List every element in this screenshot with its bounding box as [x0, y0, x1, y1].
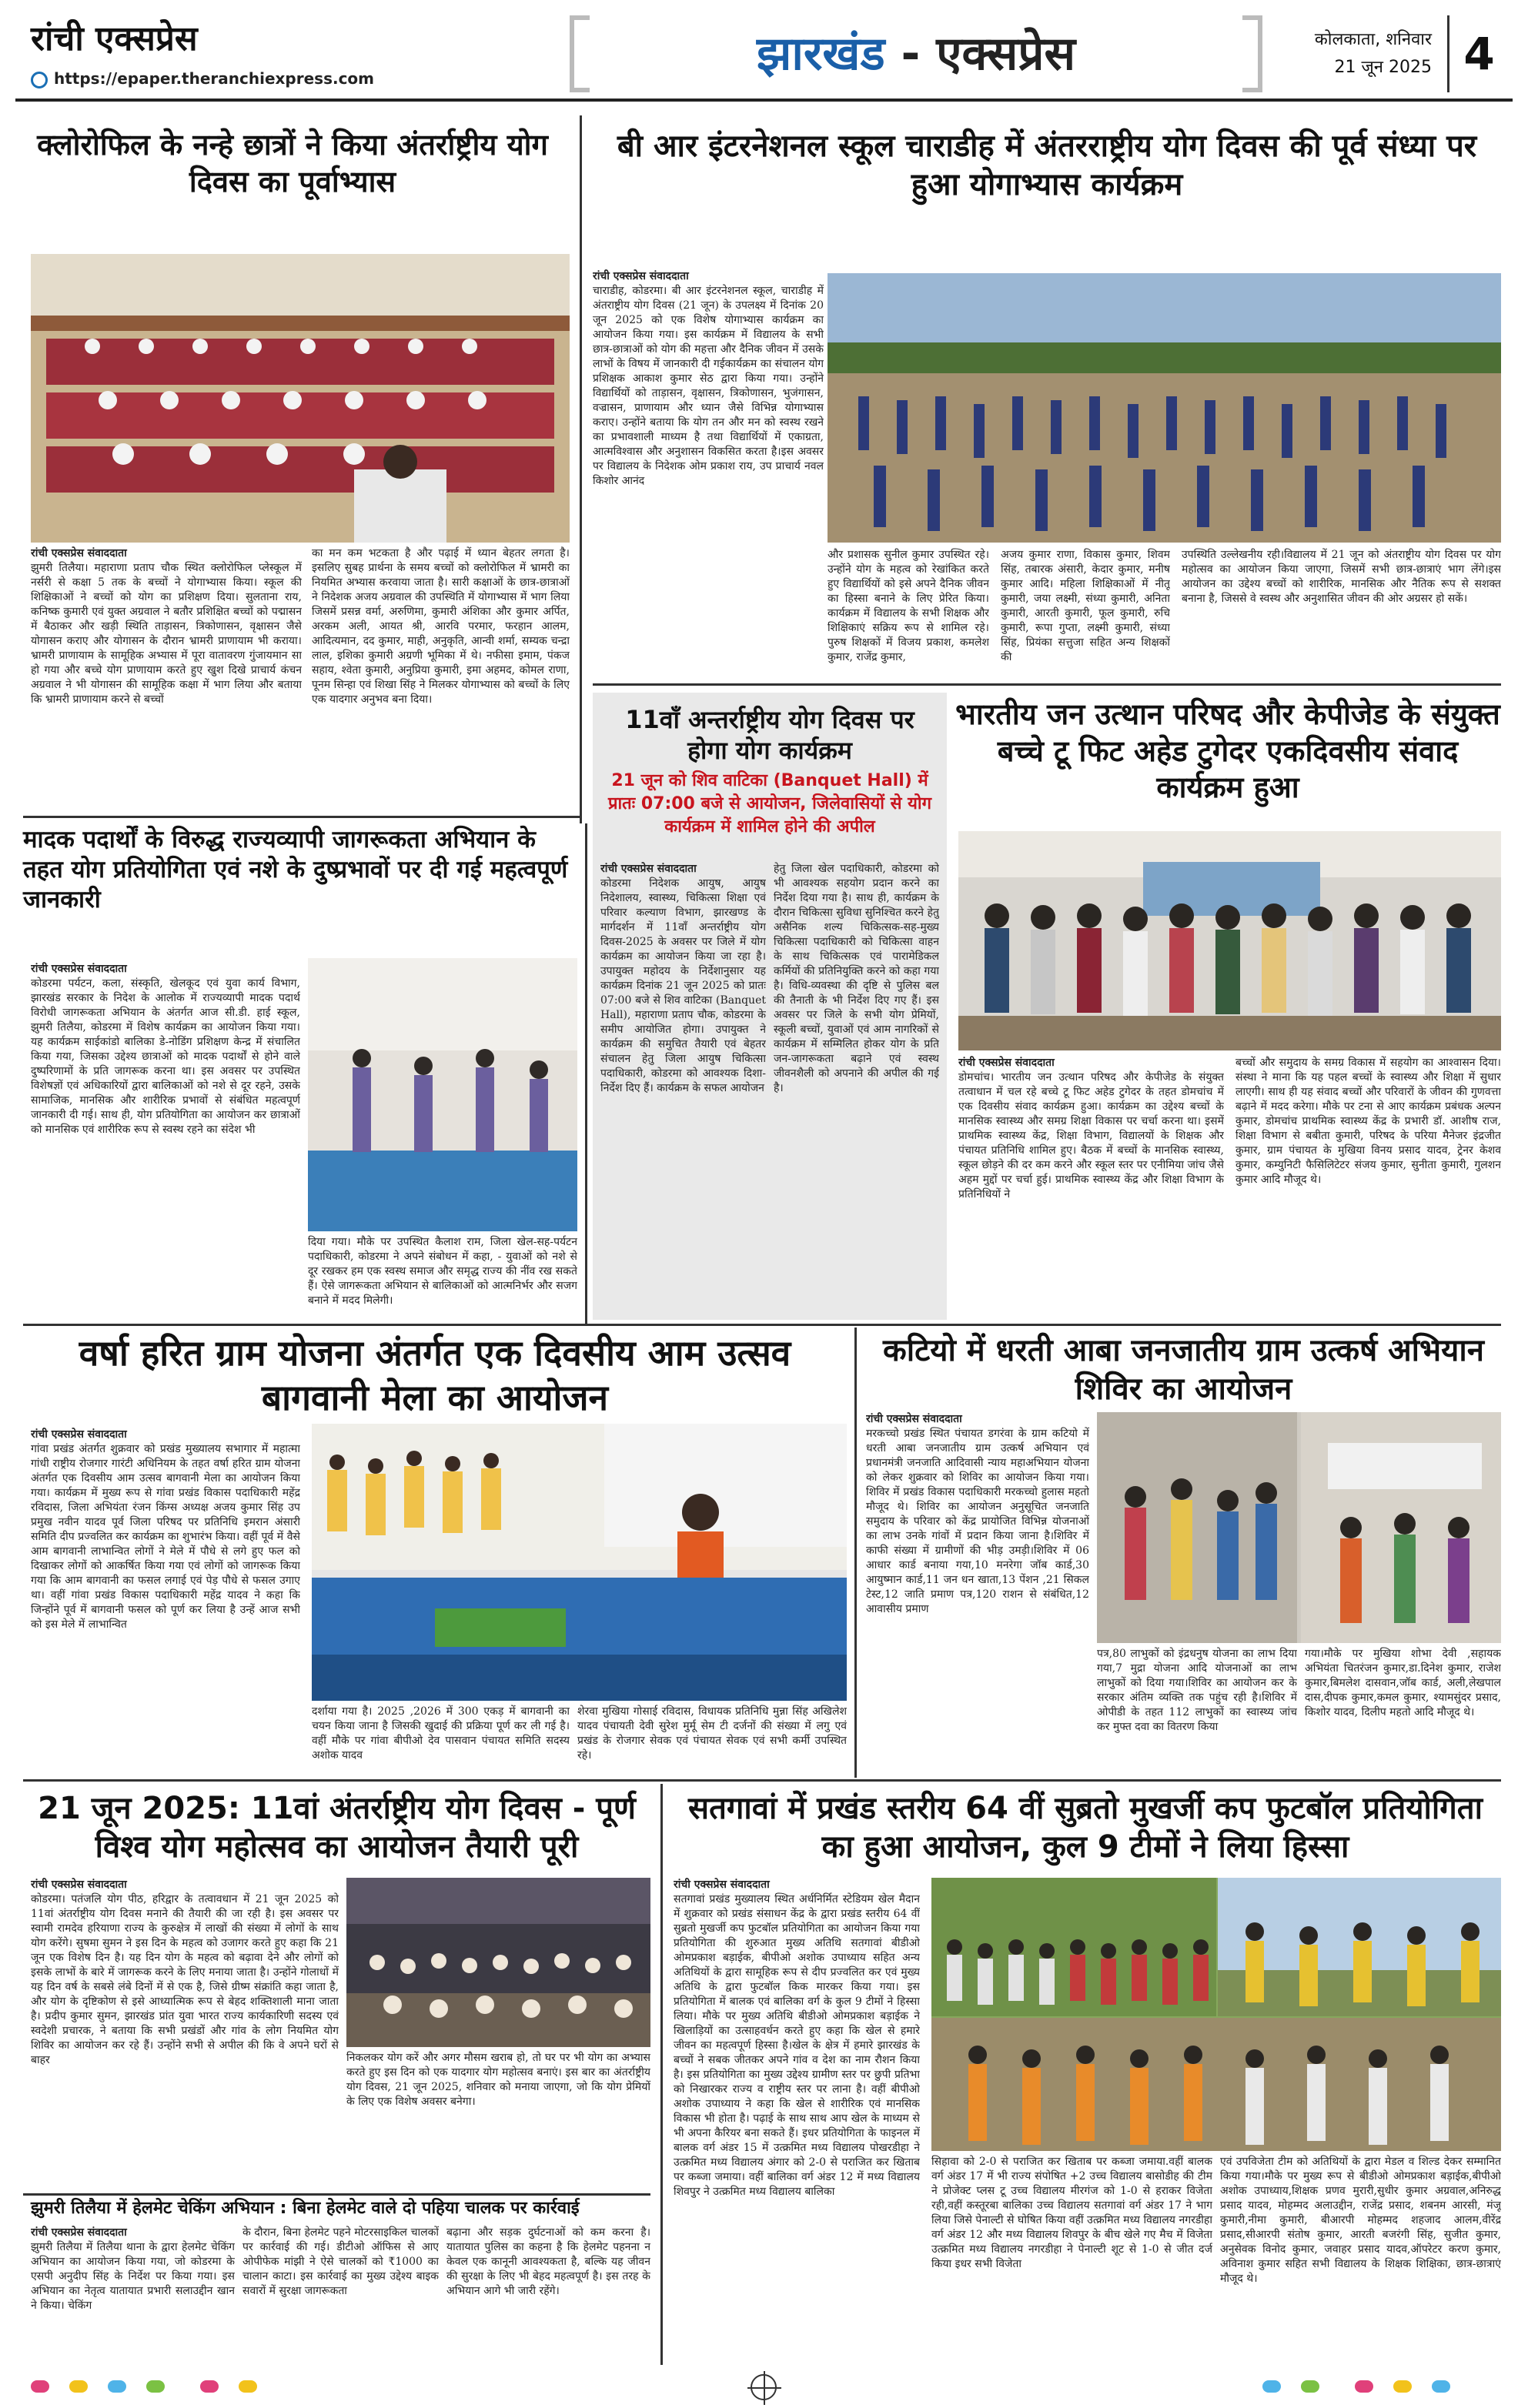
story-2-byline: रांची एक्सप्रेस संवाददाता [593, 270, 689, 282]
story-7-col-2 [1097, 1647, 1297, 1774]
story-7-byline: रांची एक्सप्रेस संवाददाता [866, 1413, 962, 1425]
story-3-body-2: हेतु जिला खेल पदाधिकारी, कोडरमा को भी आवश्यक सहयोग प्रदान करने का निर्देश दिया गया है। साथ ही, कार्यक्रम के दौरान चिकित्सा सुविधा सुनिश्चित करने हेतु असैनिक शल्य चिकित्सक-सह-मुख्य चिकित्सा पदाधिकारी को चिकित्सा वाहन के साथ चिकित्सक एवं पारामेडिकल कर्मियों की प्रतिनियुक्ति करने को कहा गया है। विधि-व्यवस्था की दृष्टि से पुलिस बल की तैनाती के भी निर्देश दिए गए हैं। इस अवसर पर जिले के सभी योग प्रेमियों, स्कूली बच्चों, युवाओं एवं आम नागरिकों से कार्यक्रम में सम्मिलित होकर योग के प्रति जन-जागरूकता बढ़ाने एवं स्वस्थ जीवनशैली को अपनाने की अपील की गई है। [774, 863, 939, 1094]
story-5-body-2: दिया गया। मौके पर उपस्थित कैलाश राम, जिला खेल-सह-पर्यटन पदाधिकारी, कोडरमा ने अपने संबोधन में कहा, - युवाओं को नशे से दूर रखकर हम एक स्वस्थ समाज और समृद्ध राज्य की नींव रख सकते हैं। ऐसे जागरूकता अभियान से बालिकाओं को आत्मनिर्भर और सजग बनाने में मदद मिलेगी। [308, 1236, 577, 1307]
story-4-photo [958, 831, 1501, 1050]
story-4-col-2 [1235, 1056, 1501, 1310]
story-7-col-3 [1305, 1647, 1501, 1774]
masthead [0, 0, 1528, 100]
section-title-left: झारखंड [756, 27, 885, 81]
globe-icon [31, 72, 48, 89]
row-rule-1 [593, 683, 1501, 686]
color-bar-dot [1393, 2380, 1412, 2393]
story-1-photo [31, 254, 570, 543]
section-title [570, 15, 1262, 92]
story-2-col-3 [1001, 548, 1170, 679]
story-9-body-3: बढ़ाना और सड़क दुर्घटनाओं को कम करना है। यातायात पुलिस का कहना है कि हेलमेट पहनना न केवल एक कानूनी आवश्यकता है, बल्कि यह जीवन की सुरक्षा के लिए भी बेहद महत्वपूर्ण है। इस तरह के अभियान आगे भी जारी रहेंगे। [446, 2226, 650, 2297]
epaper-url-text: https://epaper.theranchiexpress.com [54, 69, 375, 88]
story-1-body-1: झुमरी तिलैया। महाराणा प्रताप चौक स्थित क्लोरोफिल प्लेस्कूल में नर्सरी से कक्षा 5 तक के बच्चों ने योगाभ्यास किया। स्कूल की शिक्षिकाओं ने बच्चों को योग का प्रशिक्षण दिया। सुलताना राय, कनिष्क कुमारी एवं युक्त अग्रवाल ने बतौर प्रशिक्षित बच्चों को पद्मासन में बैठाकर और खड़ी स्थिति ताड़ासन, त्रिकोणासन, वृक्षासन जैसे योगासन कराए और योगासन के दौरान भ्रामरी प्राणायाम भी कराया। भ्रामरी प्राणायाम के सामूहिक अभ्यास में पूरा वातावरण गुंजायमान सा हो गया और बच्चे योग प्राणायाम करते हुए खुश दिखे प्राचार्य कंचन अग्रवाल ने भी योगासन की सामूहिक कक्षा में भाग लिया और बताया कि भ्रामरी प्राणायाम करने से बच्चों [31, 562, 302, 706]
story-6-body-2: दर्शाया गया है। 2025 ,2026 में 300 एकड़ में बागवानी का चयन किया जाना है जिसकी खुदाई की प्रक्रिया पूर्ण कर ली गई है। वहीं मौके पर गांवा बीपीओ देव पासवान पंचायत समिति सदस्य अशोक यादव [312, 1705, 570, 1762]
story-8-headline: 21 जून 2025: 11वां अंतर्राष्ट्रीय योग दिवस - पूर्ण विश्व योग महोत्सव का आयोजन तैयारी पूरी [38, 1791, 636, 1865]
story-2-headline: बी आर इंटरनेशनल स्कूल चाराडीह में अंतरराष्ट्रीय योग दिवस की पूर्व संध्या पर हुआ योगाभ्यास कार्यक्रम [617, 129, 1477, 202]
column-rule-3 [854, 1328, 857, 1778]
story-10-photo [931, 1878, 1501, 2151]
masthead-rule [15, 99, 1513, 102]
newspaper-logo: रांची एक्सप्रेस [31, 19, 198, 58]
story-10-col-1 [674, 1878, 920, 2363]
story-4-body-2: बच्चों और समुदाय के समग्र विकास में सहयोग का आश्वासन दिया। संस्था ने माना कि यह पहल बच्चों के स्वास्थ्य और शिक्षा में सुधार लाएगी। साथ ही यह संवाद बच्चों और परिवारों के जीवन की गुणवत्ता बढ़ाने में मदद करेगा। मौके पर टना से आए कार्यक्रम प्रबंधक अल्पन कुमार, डोमचांच प्राथमिक स्वास्थ्य केंद्र के प्रभारी डॉ. आशीष राज, शिक्षा विभाग से बबीता कुमारी, परिषद के परिया मैनेजर इंद्रजीत कुमार, ग्राम पंचायत के मुखिया विनय प्रसाद यादव, ट्रेनर केशव कुमार, कम्युनिटी फैसिलिटेटर संजय कुमार, सुनीता कुमारी, गुलशन कुमार आदि मौजूद थे। [1235, 1057, 1501, 1186]
story-1-col-1 [31, 546, 302, 808]
story-3-col-2 [774, 862, 939, 1308]
color-bar-dot [108, 2380, 126, 2393]
story-5-col-2 [308, 1235, 577, 1312]
story-1-body-2: का मन कम भटकता है और पढ़ाई में ध्यान बेहतर लगता है। इसलिए सुबह प्रार्थना के समय बच्चों को क्लोरोफिल में भ्रामरी का नियमित अभ्यास करवाया जाता है। सारी कक्षाओं के छात्र-छात्राओं ने निदेशक अजय अग्रवाल की उपस्थिति में योगाभ्यास में भाग लिया जिसमें प्रसन्न वर्मा, अरुणिमा, कुमारी अंशिका और कुमार अर्पित, अरकम अली, आयत श्री, आरवि परमार, फरहान आलम, आदित्यमान, दद कुमार, माही, अनुकृति, आन्वी शर्मा, सम्यक चन्द्रा लाल, इशिका कुमारी अग्रणी भूमिका में थे। नफीसा इमाम, पंकज सहाय, श्वेता कुमारी, अनुप्रिया कुमारी, इमा अहमद, कोमल राणा, पूनम सिन्हा एवं शिखा सिंह ने मिलकर योगाभ्यास को बच्चों के लिए एक यादगार अनुभव बना दिया। [312, 547, 570, 706]
story-2-body-2: और प्रशासक सुनील कुमार उपस्थित रहे। उन्होंने योग के महत्व को रेखांकित करते हुए विद्यार्थियों को इसे अपने दैनिक जीवन का हिस्सा बनाने के लिए प्रेरित किया।कार्यक्रम में विद्यालय के सभी शिक्षक और शिक्षिकाएं सक्रिय रूप से शामिल रहे। पुरुष शिक्षकों में विजय प्रकाश, कमलेश कुमार, राजेंद्र कुमार, [828, 549, 989, 663]
story-2-body-4: उपस्थिति उल्लेखनीय रही।विद्यालय में 21 जून को अंतराष्ट्रीय योग दिवस पर योग महोत्सव का आयोजन किया जाएगा, जिसमें सभी छात्र-छात्राएं भाग लेंगे।इस आयोजन का उद्देश्य बच्चों को शारीरिक, मानसिक और नैतिक रूप से सशक्त बनाना है, जिससे वे स्वस्थ और अनुशासित जीवन की ओर अग्रसर हो सकें। [1182, 549, 1501, 605]
issue-date: 21 जून 2025 [1334, 58, 1432, 77]
section-title-right: एक्सप्रेस [936, 27, 1076, 81]
story-8-col-2 [346, 2051, 650, 2136]
color-bar-dot [200, 2380, 219, 2393]
epaper-url[interactable] [31, 69, 374, 89]
story-7-body-2: पत्र,80 लाभुकों को इंद्रधनुष योजना का लाभ दिया गया,7 मुद्रा योजना आदि योजनाओं का लाभ लाभुकों को दिया गया।शिविर का आयोजन कर के सरकार अंतिम व्यक्ति तक पहुंच रही है।शिविर में ओपीडी के तहत 112 लाभुकों का स्वास्थ्य जांच कर मुफ्त दवा का वितरण किया [1097, 1648, 1297, 1733]
page-number: 4 [1447, 15, 1509, 92]
story-7-photo [1097, 1412, 1501, 1643]
story-3-col-1 [600, 862, 766, 1308]
color-bar-dot [239, 2380, 257, 2393]
section-banner [570, 15, 1262, 92]
story-10-body-1: सतगावां प्रखंड मुख्यालय स्थित अर्धनिर्मित स्टेडियम खेल मैदान में शुक्रवार को प्रखंड संसाधन केंद्र के द्वारा प्रखंड स्तरीय 64 वीं सुब्रतो मुखर्जी कप फुटबॉल प्रतियोगिता का आयोजन किया गया प्रतियोगिता की शुरुआत मुख्य अतिथि सतगावां बीडीओ ओमप्रकाश बड़ाईक, बीपीओ अशोक उपाध्याय सहित अन्य अतिथियों के द्वारा सामूहिक रूप से दीप प्रज्वलित कर एवं मुख्य अतिथि के द्वारा फुटबॉल किक मारकर किया गया। इस प्रतियोगिता में बालक एवं बालिका वर्ग के कुल 9 टीमों ने हिस्सा लिया। मौके पर मुख्य अतिथि बीडीओ ओमप्रकाश बड़ाईक ने खिलाड़ियों का उत्साहवर्धन करते हुए कहा कि खेल से हमारे जीवन का महत्वपूर्ण हिस्सा है।खेल के क्षेत्र में हमारे झारखंड के बच्चों ने सबक जीतकर अपने गांव व देश का नाम रौशन किया है। इस प्रतियोगिता का मुख्य उद्देश्य ग्रामीण स्तर पर छुपी प्रतिभा को निखारकर राज्य व राष्ट्रीय स्तर पर लाना है। वहीं बीपीओ अशोक उपाध्याय ने कहा कि खेल से शारीरिक एवं मानसिक विकास भी होता है। पढ़ाई के साथ साथ आप खेल के माध्यम से भी अपना कैरियर बना सकते हैं। इधर प्रतियोगिता के फाइनल में बालक वर्ग अंडर 15 में उत्क्रमित मध्य विद्यालय पोखरडीहा ने उत्क्रमित मध्य विद्यालय अंगार को 2-0 से पराजित कर खिताब पर कब्जा जमाया। वहीं बालिका वर्ग अंडर 12 में मध्य विद्यालय शिवपुर ने उत्क्रमित मध्य विद्यालय बालिका [674, 1893, 920, 2198]
row-rule-5 [23, 2193, 650, 2196]
section-title-sep: - [884, 27, 937, 81]
story-4-col-1 [958, 1056, 1224, 1310]
column-rule-4 [660, 1784, 663, 2365]
story-10-headline: सतगावां में प्रखंड स्तरीय 64 वीं सुब्रतो मुखर्जी कप फुटबॉल प्रतियोगिता का हुआ आयोजन, कुल 9 टीमों ने लिया हिस्सा [688, 1791, 1483, 1865]
story-7-body-1: मरकच्चो प्रखंड स्थित पंचायत डगरंवा के ग्राम कटियो में धरती आबा जनजातीय ग्राम उत्कर्ष अभियान एवं प्रधानमंत्री जनजाति आदिवासी न्याय महाअभियान योजना को लेकर शुक्रवार को शिविर का आयोजन किया गया। शिविर में प्रखंड विकास पदाधिकारी मरकच्चो हुलास महतो मौजूद थे। शिविर का आयोजन अनुसूचित जनजाति समुदाय के परिवार को केंद्र प्रायोजित विभिन्न योजनाओं का लाभ उनके गांवों में प्रदान किया जाना है।शिविर में काफी संख्या में ग्रामीणों की भीड़ उमड़ी।शिविर में 06 आधार कार्ड बनाया गया,10 मनरेगा जॉब कार्ड,30 आयुष्मान कार्ड,11 जन धन खाता,13 पेंशन ,21 सिकल टेस्ट,12 जाति प्रमाण पत्र,120 राशन से संबंधित,12 आवासीय प्रमाण [866, 1428, 1089, 1615]
story-5-photo [308, 958, 577, 1231]
story-9-col-1 [31, 2226, 235, 2364]
column-rule-1 [580, 115, 582, 823]
story-6-col-1 [31, 1428, 300, 1770]
story-4-headline: भारतीय जन उत्थान परिषद और केपीजेड के संयुक्त बच्चे टू फिट अहेड टुगेदर एकदिवसीय संवाद कार्यक्रम हुआ [955, 697, 1500, 804]
row-rule-4 [23, 1779, 1501, 1782]
story-7-headline: कटियो में धरती आबा जनजातीय ग्राम उत्कर्ष अभियान शिविर का आयोजन [883, 1333, 1484, 1407]
story-7-body-3: गया।मौके पर मुखिया शोभा देवी ,सहायक अभियंता चितरंजन कुमार,डा.दिनेश कुमार, राजेश कुमार,बिमलेश दासवान,जॉब कार्ड, अली,लेखपाल दास,दीपक कुमार,कमल कुमार, श्यामसुंदर प्रसाद, किशोर यादव, दिलीप महतो आदि मौजूद थे। [1305, 1648, 1501, 1718]
story-5-byline: रांची एक्सप्रेस संवाददाता [31, 963, 127, 975]
story-2-col-2 [828, 548, 989, 679]
story-5-headline: मादक पदार्थों के विरुद्ध राज्यव्यापी जागरूकता अभियान के तहत योग प्रतियोगिता एवं नशे के दुष्प्रभावों पर दी गई महत्वपूर्ण जानकारी [23, 826, 568, 913]
story-2-body-3: अजय कुमार राणा, विकास कुमार, शिवम सिंह, तबारक अंसारी, केदार कुमार, मनीष कुमार आदि। महिला शिक्षिकाओं में नीतू कुमारी, जया लक्ष्मी, संध्या कुमारी, अनिता कुमारी, आरती कुमारी, फूल कुमारी, रुचि कुमारी, रूपा गुप्ता, लक्ष्मी कुमारी, संध्या सिंह, प्रियंका सत्तुजा सहित अन्य शिक्षकों की [1001, 549, 1170, 663]
story-10-col-2 [931, 2155, 1212, 2363]
column-rule-2 [585, 823, 587, 1324]
color-bar-dot [1262, 2380, 1281, 2393]
registration-mark [751, 2374, 777, 2400]
story-9-body-1: झुमरी तिलैया में तिलैया थाना के द्वारा हेलमेट चेकिंग अभियान का आयोजन किया गया, जो कोडरमा के एसपी अनुदीप सिंह के निर्देश पर किया गया। इस अभियान का नेतृत्व यातायात प्रभारी सलाउद्दीन खान ने किया। चेकिंग [31, 2241, 235, 2312]
story-6-byline: रांची एक्सप्रेस संवाददाता [31, 1428, 127, 1441]
story-8-col-1 [31, 1878, 339, 2189]
color-bar-dot [31, 2380, 49, 2393]
story-1-byline: रांची एक्सप्रेस संवाददाता [31, 547, 127, 559]
page-footer [0, 2366, 1528, 2408]
story-2-body-1: चाराडीह, कोडरमा। बी आर इंटरनेशनल स्कूल, चाराडीह में अंतराष्ट्रीय योग दिवस (21 जून) के उपलक्ष्य में दिनांक 20 जून 2025 को एक विशेष योगाभ्यास कार्यक्रम का आयोजन किया गया। इस कार्यक्रम में विद्यालय के सभी छात्र-छात्राओं को योग की महत्ता और दैनिक जीवन में उसके लाभों के विषय में जानकारी दी गईकार्यक्रम का संचालन योग प्रशिक्षक आकाश कुमार सेठ द्वारा किया गया। उन्होंने विद्यार्थियों को ताड़ासन, वृक्षासन, त्रिकोणासन, भुजंगासन, वज्रासन, प्राणायाम और ध्यान जैसे विभिन्न योगाभ्यास कराए। उन्होंने बताया कि योग तन और मन को स्वस्थ रखने का प्रभावशाली माध्यम है तथा विद्यार्थियों में एकाग्रता, आत्मविश्वास और अनुशासन विकसित करता है।इस अवसर पर विद्यालय के निदेशक ओम प्रकाश राय, उप प्राचार्य नवल किशोर आनंद [593, 285, 824, 487]
color-bar-dot [146, 2380, 165, 2393]
city-day: कोलकाता, शनिवार [1314, 30, 1432, 49]
color-bar-dot [69, 2380, 88, 2393]
story-10-byline: रांची एक्सप्रेस संवाददाता [674, 1879, 770, 1891]
story-10-body-3: एवं उपविजेता टीम को अतिथियों के द्वारा मेडल व शिल्ड देकर सम्मानित किया गया।मौके पर मुख्य रूप से बीडीओ ओमप्रकाश बड़ाईक,बीपीओ अशोक उपाध्याय,शिक्षक प्रणव मुरारी,सुधीर कुमार अग्रवाल,अनिरुद्ध प्रसाद यादव, मोहम्मद अलाउद्दीन, राजेंद्र प्रसाद, शबनम आरसी, मंजू कुमारी,नीमा कुमारी, बीआरपी मोहम्मद शहजाद आलम,वीरेंद्र प्रसाद,सीआरपी संतोष कुमार, आरती बजरंगी सिंह, सुजीत कुमार, अनुसेवक विनोद कुमार, जवाहर प्रसाद यादव,ऑपरेटर करण कुमार, अविनाश कुमार सहित सभी विद्यालय के शिक्षक शिक्षिका, छात्र-छात्राएं मौजूद थे। [1220, 2156, 1501, 2285]
story-2-col-4 [1182, 548, 1501, 679]
story-5-col-1 [31, 962, 300, 1312]
story-8-photo [346, 1878, 650, 2047]
color-bar-dot [1355, 2380, 1373, 2393]
story-8-body-2: निकलकर योग करें और अगर मौसम खराब हो, तो घर पर भी योग का अभ्यास करते हुए इस दिन को एक यादगार योग महोत्सव बनाएं। इस बार का अंतर्राष्ट्रीय योग दिवस, 21 जून 2025, शनिवार को मनाया जाएगा, जो कि योग प्रेमियों के लिए एक विशेष अवसर बनेगा। [346, 2052, 650, 2108]
story-5-body-1: कोडरमा पर्यटन, कला, संस्कृति, खेलकूद एवं युवा कार्य विभाग, झारखंड सरकार के निदेश के आलोक में राज्यव्यापी मादक पदार्थ विरोधी जागरूकता अभियान के अंतर्गत आज सी.डी. हाई स्कूल, झुमरी तिलैया, कोडरमा में विशेष कार्यक्रम का आयोजन किया गया। यह कार्यक्रम साईकांडो बालिका डे-नोडिंग प्रशिक्षण केन्द्र में संचालित किया गया, जिसका उद्देश्य छात्राओं को मादक पदार्थों से होने वाले दुष्परिणामों के प्रति जागरूक करना था। इस अवसर पर उपस्थित विशेषज्ञों एवं अधिकारियों द्वारा बालिकाओं को नशे से दूर रहने, उसके सामाजिक, मानसिक और शारीरिक प्रभावों से संबंधित महत्वपूर्ण जानकारी दी गई। साथ ही, योग प्रतियोगिता का आयोजन कर छात्राओं को मानसिक एवं शारीरिक रूप से स्वस्थ रहने का संदेश भी [31, 977, 300, 1136]
story-9-headline: झुमरी तिलैया में हेलमेट चेकिंग अभियान : बिना हेलमेट वाले दो पहिया चालक पर कार्रवाई [31, 2199, 580, 2218]
story-2-col-1 [593, 269, 824, 543]
right-bracket [1242, 15, 1262, 92]
story-3-byline: रांची एक्सप्रेस संवाददाता [600, 863, 697, 875]
story-6-photo [312, 1424, 847, 1701]
story-9-byline: रांची एक्सप्रेस संवाददाता [31, 2226, 127, 2239]
story-9-body-2: के दौरान, बिना हेलमेट पहने मोटरसाइकिल चालकों पर कार्रवाई की गई। डीटीओ ऑफिस से आए ओपीफेक मांझी ने ऐसे चालकों को ₹1000 का चालान काटा। इस कार्रवाई का मुख्य उद्देश्य बाइक सवारों में सुरक्षा जागरूकता [242, 2226, 439, 2297]
story-6-col-2 [312, 1705, 570, 1774]
story-1-col-2 [312, 546, 570, 808]
story-1-headline: क्लोरोफिल के नन्हे छात्रों ने किया अंतर्राष्ट्रीय योग दिवस का पूर्वाभ्यास [37, 128, 548, 199]
story-9-col-3 [446, 2226, 650, 2364]
story-4-byline: रांची एक्सप्रेस संवाददाता [958, 1057, 1055, 1069]
story-10-body-2: सिहावा को 2-0 से पराजित कर खिताब पर कब्जा जमाया.वहीं बालक वर्ग अंडर 17 में भी राज्य संपोषित +2 उच्च विद्यालय बासोडीह की टीम ने प्रोजेक्ट प्लस टू उच्च विद्यालय मीरगंज को 1-0 से हराकर विजेता रही,वहीं कस्तूरबा बालिका उच्च विद्यालय सतगावां वर्ग अंडर 17 ने भाग लिया जिसे पेनाल्टी से घोषित किया वहीं उत्क्रमित मध्य विद्यालय नगरडीहा वर्ग अंडर 12 और मध्य विद्यालय शिवपुर के बीच खेले गए मैच में विजेता उत्क्रमित मध्य विद्यालय नगरडीहा ने पेनाल्टी शूट से 1-0 से जीत दर्ज किया इधर सभी विजेता [931, 2156, 1212, 2270]
story-8-byline: रांची एक्सप्रेस संवाददाता [31, 1879, 127, 1891]
story-3-headline: 11वाँ अन्तर्राष्ट्रीय योग दिवस पर होगा योग कार्यक्रम [625, 705, 914, 765]
story-10-col-3 [1220, 2155, 1501, 2363]
color-bar-dot [1432, 2380, 1450, 2393]
story-6-body-1: गांवा प्रखंड अंतर्गत शुक्रवार को प्रखंड मुख्यालय सभागार में महात्मा गांधी राष्ट्रीय रोजगार गारंटी अधिनियम के तहत वर्षा हरित ग्राम योजना अंतर्गत एक दिवसीय आम उत्सव बागवानी मेला का आयोजन किया गया। कार्यक्रम में मुख्य रूप से गांवा प्रखंड विकास पदाधिकारी महेंद्र रविदास, जिला अभियंता रंजन किंग्स अध्यक्ष अजय कुमार सिंह उप प्रमुख नवीन यादव पूर्व जिला परिषद पर प्रतिनिधि इमरान अंसारी समिति दीप प्रज्वलित कर कार्यक्रम का शुभारंभ किया। वहीं पूर्व में वैसे आम बागवानी लाभान्वित लोगों ने मेले में पौधे से लगे हुए फल को दिखाकर लोगों को आकर्षित किया गया एवं लोगों को जागरूक किया गया कि आम बागवानी का फसल लगाई एवं पेड़ पौधे से फसल उगाए था। वहीं गांवा प्रखंड विकास पदाधिकारी महेंद्र यादव ने कहा कि जिन्होंने पूर्व में बागवानी फसल को पूर्ण कर लिया है उन्हें आज सभी को इस मेले में लाभान्वित [31, 1443, 300, 1631]
story-7-col-1 [866, 1412, 1089, 1770]
story-9-col-2 [242, 2226, 439, 2364]
story-8-body-1: कोडरमा। पतंजलि योग पीठ, हरिद्वार के तत्वावधान में 21 जून 2025 को 11वां अंतर्राष्ट्रीय योग दिवस मनाने की तैयारी की जा रही है। इस अवसर पर स्वामी रामदेव हरियाणा राज्य के कुरुक्षेत्र में लाखों की संख्या में लोगों के साथ योग करेंगे। सुषमा सुमन ने इस दिन के महत्व को उजागर करते हुए कहा कि 21 जून एक विशेष दिन है। यह दिन योग के महत्व को बढ़ावा देने और लोगों को इसके लाभों के बारे में जागरूक करने के लिए मनाया जाता है। उन्होंने गोलाधों में यह दिन वर्ष के सबसे लंबे दिनों में से एक है, जिसे ग्रीष्म संक्रांति कहा जाता है, और योग के दृष्टिकोण से इसे आध्यात्मिक रूप से बेहद शक्तिशाली माना जाता है। प्रदीप कुमार सुमन, झारखंड प्रांत युवा भारत राज्य कार्यकारिणी सदस्य एवं स्वदेशी प्रचारक, ने बताया कि सभी प्रखंडों और गांव के लोग नियमित योग शिविर का आयोजन कर रहे हैं। उन्होंने सभी से अपील की कि वे अपने घरों से बाहर [31, 1893, 339, 2066]
story-6-headline: वर्षा हरित ग्राम योजना अंतर्गत एक दिवसीय आम उत्सव बागवानी मेला का आयोजन [79, 1332, 791, 1418]
story-2-photo [828, 273, 1501, 543]
dateline [1301, 26, 1432, 82]
story-4-body-1: डोमचांच। भारतीय जन उत्थान परिषद और केपीजेड के संयुक्त तत्वाधान में चल रहे बच्चे टू फिट अहेड टुगेदर के तहत डोमचांच में एक दिवसीय संवाद कार्यक्रम हुआ। कार्यक्रम का उद्देश्य बच्चों के मानसिक स्वास्थ्य और समग्र शिक्षा विकास पर चर्चा करना था। इसमें प्राथमिक स्वास्थ्य केंद्र, शिक्षा विभाग, विद्यालयों के शिक्षक और पंचायत प्रतिनिधि शामिल हुए। बैठक में बच्चों के मानसिक स्वास्थ्य, स्कूल छोड़ने की दर कम करने और स्कूल स्तर पर एनीमिया जांच जैसे अहम मुद्दों पर चर्चा हुई। प्राथमिक स्वास्थ्य केंद्र और शिक्षा विभाग के प्रतिनिधियों ने [958, 1071, 1224, 1201]
row-rule-3 [23, 1324, 1501, 1326]
story-6-col-3 [577, 1705, 847, 1774]
story-3-body-1: कोडरमा निदेशक आयुष, आयुष निदेशालय, स्वास्थ्य, चिकित्सा शिक्षा एवं परिवार कल्याण विभाग, झारखण्ड के मार्गदर्शन में 11वाँ अन्तर्राष्ट्रीय योग दिवस-2025 के अवसर पर जिले में योग कार्यक्रम का आयोजन किया जा रहा है। उपायुक्त महोदय के निर्देशानुसार यह कार्यक्रम दिनांक 21 जून 2025 को प्रातः 07:00 बजे से शिव वाटिका (Banquet Hall), महाराणा प्रताप चौक, कोडरमा के समीप आयोजित होगा। उपायुक्त ने कार्यक्रम की समुचित तैयारी एवं बेहतर संचालन हेतु जिला आयुष चिकित्सा पदाधिकारी, कोडरमा को आवश्यक दिशा-निर्देश दिए हैं। कार्यक्रम के सफल आयोजन [600, 877, 766, 1094]
color-bar-dot [1301, 2380, 1319, 2393]
story-6-body-3: शेरवा मुखिया गोसाई रविदास, विधायक प्रतिनिधि मुन्ना सिंह अखिलेश यादव पंचायती देवी सुरेश मुर्मू सेम टी दर्जनों की संख्या में लगु एवं प्रखंड के रोजगार सेवक एवं पंचायत सेवक एवं सभी कर्मी उपस्थित रहे। [577, 1705, 847, 1762]
left-bracket [570, 15, 590, 92]
story-3-subheading: 21 जून को शिव वाटिका (Banquet Hall) में प्रातः 07:00 बजे से आयोजन, जिलेवासियों से योग कार्यक्रम में शामिल होने की अपील [607, 771, 932, 837]
row-rule-2 [23, 816, 581, 818]
